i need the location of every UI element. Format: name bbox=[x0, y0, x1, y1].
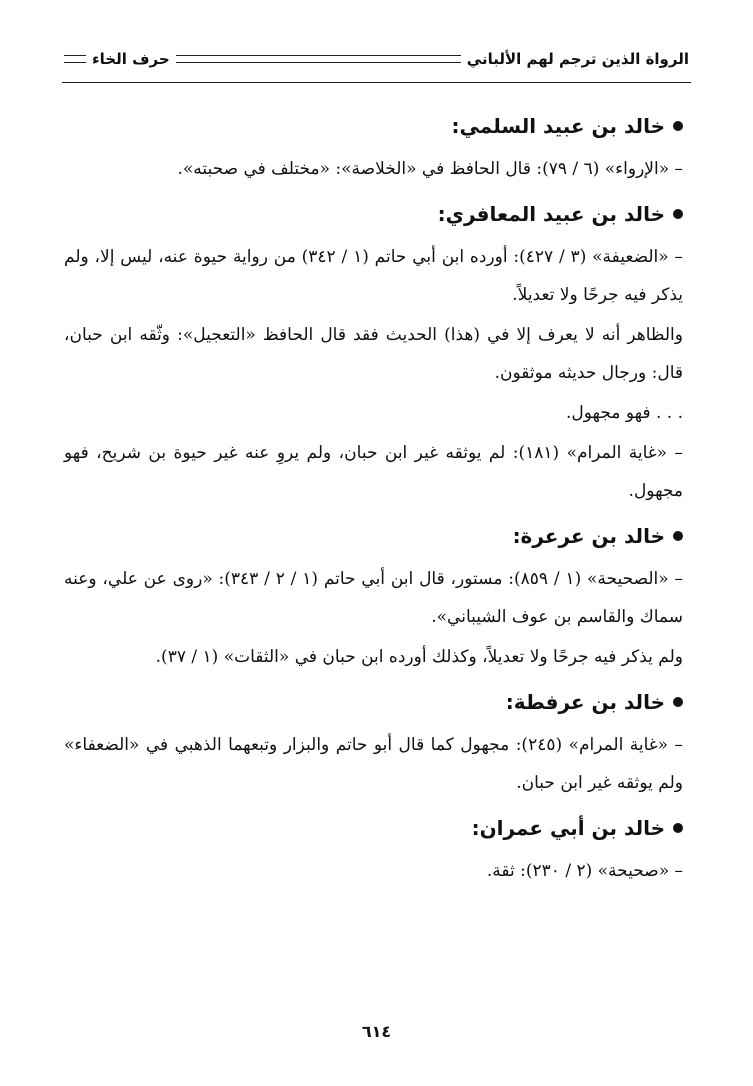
entry-heading-text: خالد بن أبي عمران: bbox=[471, 816, 665, 840]
entry-heading-text: خالد بن عرعرة: bbox=[512, 524, 665, 548]
bullet-icon bbox=[673, 209, 683, 219]
entry-heading-text: خالد بن عبيد السلمي: bbox=[451, 114, 665, 138]
narrator-entry bbox=[64, 194, 683, 510]
entry-heading-text: خالد بن عبيد المعافري: bbox=[437, 202, 665, 226]
header-end-ornament bbox=[64, 55, 86, 63]
entry-paragraph: ولم يذكر فيه جرحًا ولا تعديلاً، وكذلك أورده ابن حبان في «الثقات» (١ / ٣٧). bbox=[155, 647, 683, 667]
entry-heading bbox=[64, 808, 683, 848]
entry-heading bbox=[64, 106, 683, 146]
bullet-icon bbox=[673, 121, 683, 131]
bullet-icon bbox=[673, 823, 683, 833]
entry-heading bbox=[64, 516, 683, 556]
entry-paragraph: – «غاية المرام» (١٨١): لم يوثقه غير ابن حبان، ولم يروِ عنه غير حيوة بن شريح، فهو مجهول. bbox=[64, 443, 683, 501]
narrator-entry bbox=[64, 808, 683, 890]
running-header-section: حرف الخاء bbox=[92, 50, 170, 68]
entry-paragraph: – «الصحيحة» (١ / ٨٥٩): مستور، قال ابن أبي حاتم (١ / ٢ / ٣٤٣): «روى عن علي، وعنه سماك والقاسم بن عوف الشيباني». bbox=[64, 569, 683, 627]
header-underline bbox=[62, 82, 691, 83]
entry-heading-text: خالد بن عرفطة: bbox=[505, 690, 665, 714]
header-double-rule bbox=[176, 55, 461, 63]
running-header-title: الرواة الذين ترجم لهم الألباني bbox=[466, 50, 689, 68]
entry-heading bbox=[64, 194, 683, 234]
narrator-entry bbox=[64, 106, 683, 188]
page-number: ٦١٤ bbox=[361, 1022, 392, 1041]
running-header bbox=[64, 44, 689, 74]
entry-paragraph: – «صحيحة» (٢ / ٢٣٠): ثقة. bbox=[486, 861, 683, 881]
entry-paragraph: – «غاية المرام» (٢٤٥): مجهول كما قال أبو حاتم والبزار وتبعهما الذهبي في «الضعفاء» ولم يوثقه غير ابن حبان. bbox=[64, 735, 684, 793]
entry-paragraph: – «الضعيفة» (٣ / ٤٢٧): أورده ابن أبي حاتم (١ / ٣٤٢) من رواية حيوة عنه، ليس إلا، ولم يذكر فيه جرحًا ولا تعديلاً. bbox=[64, 247, 683, 305]
bullet-icon bbox=[673, 531, 683, 541]
page-body bbox=[64, 100, 683, 892]
entry-paragraph: – «الإرواء» (٦ / ٧٩): قال الحافظ في «الخلاصة»: «مختلف في صحبته». bbox=[177, 159, 683, 179]
narrator-entry bbox=[64, 682, 683, 802]
entry-paragraph: . . . فهو مجهول. bbox=[565, 403, 683, 423]
narrator-entry bbox=[64, 516, 683, 676]
entry-heading bbox=[64, 682, 683, 722]
bullet-icon bbox=[673, 697, 683, 707]
entry-paragraph: والظاهر أنه لا يعرف إلا في (هذا) الحديث فقد قال الحافظ «التعجيل»: وثّقه ابن حبان، قال: ورجال حديثه موثقون. bbox=[64, 325, 683, 383]
